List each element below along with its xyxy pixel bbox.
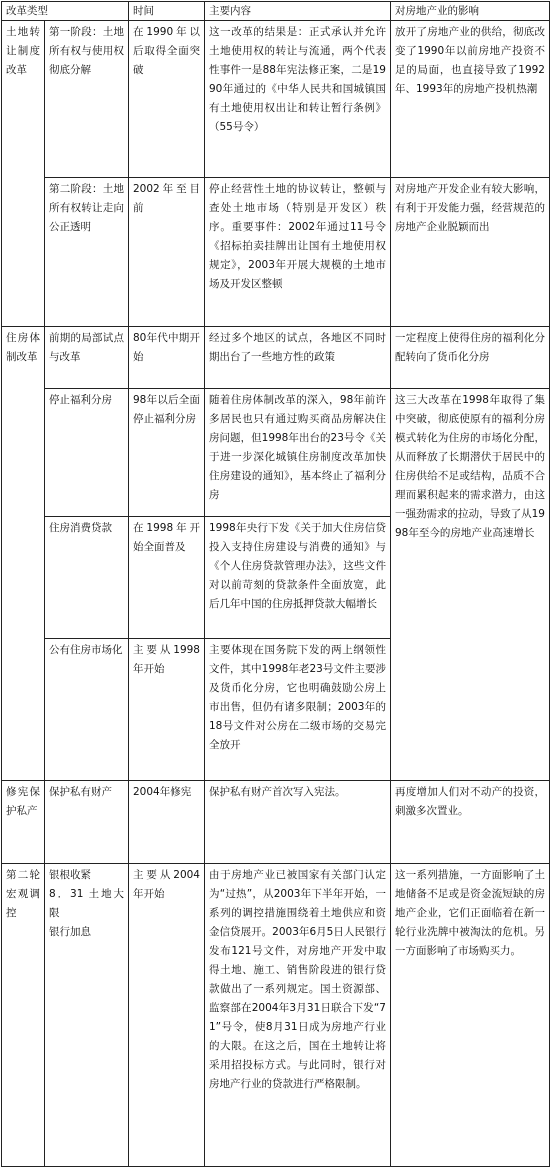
stage-cell: 银根收紧 8．31 土地大限 银行加息 xyxy=(45,864,129,1167)
impact-cell: 一定程度上使得住房的福利化分配转向了货币化分房 xyxy=(391,327,550,389)
header-row xyxy=(2,2,550,21)
category-land-reform: 土地转让制度改革 xyxy=(2,21,45,327)
time-cell: 80年代中期开始 xyxy=(129,327,205,389)
content-cell: 随着住房体制改革的深入，98年前许多居民也只有通过购买商品房解决住房问题，但1998年出台的23号令《关于进一步深化城镇住房制度改革加快住房建设的通知》，基本终止了福利分房 xyxy=(205,389,391,517)
shared-impact-cell: 这三大改革在1998年取得了集中突破，彻底使原有的福利分房模式转化为住房的市场化分配，从而释放了长期潜伏于居民中的住房供给不足或结构，品质不合理而累积起来的需求潜力，由这一强劲需求的拉动，导致了从1998年至今的房地产业高速增长 xyxy=(391,389,550,781)
stage-cell: 保护私有财产 xyxy=(45,781,129,864)
content-cell: 由于房地产业已被国家有关部门认定为“过热”，从2003年下半年开始，一系列的调控措施围绕着土地供应和资金信贷展开。2003年6月5日人民银行发布121号文件，对房地产开发中取得土地、施工、销售阶段进的银行贷款做出了一系列规定。国土资源部、监察部在2004年3月31日联合下发“71”号令，使8月31日成为房地产行业的大限。在这之后，国在土地转让将采用招投标方式。与此同时，银行对房地产行业的贷款进行严格限制。 xyxy=(205,864,391,1167)
policy-reform-table xyxy=(1,1,550,1167)
table-row xyxy=(2,389,550,517)
table-row xyxy=(2,864,550,1167)
impact-cell: 对房地产开发企业有较大影响，有利于开发能力强，经营规范的房地产企业脱颖而出 xyxy=(391,178,550,327)
stage-cell: 停止福利分房 xyxy=(45,389,129,517)
category-macro-control: 第二轮宏观调控 xyxy=(2,864,45,1167)
time-cell: 98年以后全面停止福利分房 xyxy=(129,389,205,517)
content-cell: 停止经营性土地的协议转让，整顿与查处土地市场（特别是开发区）秩序。重要事件：2002年通过11号令《招标拍卖挂牌出让国有土地使用权规定》，2003年开展大规模的土地市场及开发区整顿 xyxy=(205,178,391,327)
time-cell: 在1998年开始全面普及 xyxy=(129,517,205,639)
stage-cell: 第一阶段：土地所有权与使用权彻底分解 xyxy=(45,21,129,178)
category-housing-reform: 住房体制改革 xyxy=(2,327,45,781)
header-main-content: 主要内容 xyxy=(205,2,391,21)
impact-cell: 放开了房地产业的供给，彻底改变了1990年以前房地产投资不足的局面，也直接导致了1992年、1993年的房地产投机热潮 xyxy=(391,21,550,178)
stage-cell: 前期的局部试点与改革 xyxy=(45,327,129,389)
table-row xyxy=(2,781,550,864)
content-cell: 保护私有财产首次写入宪法。 xyxy=(205,781,391,864)
header-reform-type: 改革类型 xyxy=(2,2,129,21)
category-constitution: 修宪保护私产 xyxy=(2,781,45,864)
time-cell: 在1990年以后取得全面突破 xyxy=(129,21,205,178)
content-cell: 这一改革的结果是：正式承认并允许土地使用权的转让与流通，两个代表性事件一是88年宪法修正案，二是1990年通过的《中华人民共和国城镇国有土地使用权出让和转让暂行条例》（55号令） xyxy=(205,21,391,178)
content-cell: 主要体现在国务院下发的两上纲领性文件，其中1998年老23号文件主要涉及货币化分房，它也明确鼓励公房上市出售，但仍有诸多限制；2003年的18号文件对公房在二级市场的交易完全放开 xyxy=(205,639,391,781)
time-cell: 主要从2004年开始 xyxy=(129,864,205,1167)
header-time: 时间 xyxy=(129,2,205,21)
impact-cell: 再度增加人们对不动产的投资，刺激多次置业。 xyxy=(391,781,550,864)
content-cell: 1998年央行下发《关于加大住房信贷投入支持住房建设与消费的通知》与《个人住房贷款管理办法》，这些文件对以前苛刻的贷款条件全面放宽，此后几年中国的住房抵押贷款大幅增长 xyxy=(205,517,391,639)
content-cell: 经过多个地区的试点，各地区不同时期出台了一些地方性的政策 xyxy=(205,327,391,389)
table-row xyxy=(2,178,550,327)
stage-cell: 公有住房市场化 xyxy=(45,639,129,781)
impact-cell: 这一系列措施，一方面影响了土地储备不足或是资金流短缺的房地产企业，它们正面临着在新一轮行业洗牌中被淘汰的危机。另一方面影响了市场购买力。 xyxy=(391,864,550,1167)
time-cell: 2004年修宪 xyxy=(129,781,205,864)
stage-cell: 住房消费贷款 xyxy=(45,517,129,639)
table-row xyxy=(2,21,550,178)
time-cell: 2002年至目前 xyxy=(129,178,205,327)
header-impact: 对房地产业的影响 xyxy=(391,2,550,21)
stage-cell: 第二阶段：土地所有权转让走向公正透明 xyxy=(45,178,129,327)
table-row xyxy=(2,327,550,389)
time-cell: 主要从1998年开始 xyxy=(129,639,205,781)
